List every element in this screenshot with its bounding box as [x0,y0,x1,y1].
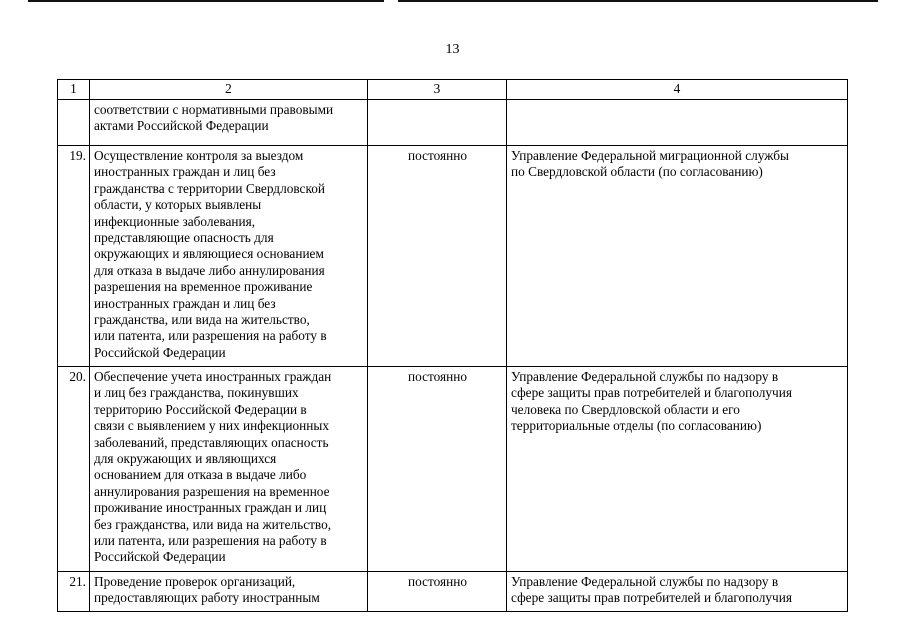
cell-line: Российской Федерации [94,549,226,565]
cell-line: или патента, или разрешения на работу в [94,533,327,549]
row-period: постоянно [368,146,507,367]
scan-edge-line-left [28,0,384,2]
row-period [368,100,507,146]
cell-line: по Свердловской области (по согласованию) [511,164,763,180]
cell-line: или патента, или разрешения на работу в [94,328,327,344]
page-number: 13 [445,42,460,57]
scan-edge-line-right [398,0,878,2]
header-cell-3: 3 [368,80,507,100]
row-period: постоянно [368,572,507,612]
cell-line: основанием для отказа в выдаче либо [94,467,307,483]
cell-line: Управление Федеральной службы по надзору в [511,369,779,384]
header-cell-1: 1 [58,80,90,100]
cell-line: сфере защиты прав потребителей и благополучия [511,385,792,401]
table-row [58,572,848,612]
cell-line: Осуществление контроля за выездом [94,148,304,163]
row-action [90,146,368,367]
cell-line: территориальные отделы (по согласованию) [511,418,762,434]
cell-line: человека по Свердловской области и его [511,401,740,417]
cell-line: для окружающих и являющихся [94,451,277,467]
row-action [90,367,368,572]
table-row [58,367,848,572]
cell-line: инфекционные заболевания, [94,213,256,229]
cell-line: гражданства с территории Свердловской [94,180,326,196]
cell-line: иностранных граждан и лиц без [94,295,276,311]
cell-line: разрешения на временное проживание [94,279,313,295]
cell-line: проживание иностранных граждан и лиц [94,500,327,516]
cell-line: иностранных граждан и лиц без [94,164,276,180]
row-number [58,100,90,146]
row-executor [507,572,848,612]
cell-line: Обеспечение учета иностранных граждан [94,369,332,384]
cell-line: и лиц без гражданства, покинувших [94,385,299,401]
row-executor [507,146,848,367]
cell-line: гражданства, или вида на жительство, [94,312,310,328]
table-row [58,146,848,367]
row-period: постоянно [368,367,507,572]
cell-line: соответствии с нормативными правовыми [94,102,334,117]
row-executor [507,367,848,572]
row-action [90,100,368,146]
cell-line: окружающих и являющиеся основанием [94,246,324,262]
row-action [90,572,368,612]
table-header-row [58,80,848,100]
cell-line: для отказа в выдаче либо аннулирования [94,262,325,278]
row-number: 21. [58,572,90,612]
cell-line: Российской Федерации [94,344,226,360]
cell-line: аннулирования разрешения на временное [94,483,330,499]
cell-line: Управление Федеральной службы по надзору в [511,574,779,589]
header-cell-2: 2 [90,80,368,100]
cell-line: актами Российской Федерации [94,118,269,134]
cell-line: Проведение проверок организаций, [94,574,296,589]
cell-line: связи с выявлением у них инфекционных [94,418,329,434]
cell-line: территорию Российской Федерации в [94,401,307,417]
cell-line: представляющие опасность для [94,230,274,246]
table-row-continuation [58,100,848,146]
cell-line: без гражданства, или вида на жительство, [94,516,332,532]
row-executor [507,100,848,146]
cell-line: области, у которых выявлены [94,197,262,213]
header-cell-4: 4 [507,80,848,100]
cell-line: предоставляющих работу иностранным [94,590,320,606]
cell-line: заболеваний, представляющих опасность [94,434,329,450]
measures-table [57,79,848,612]
cell-line: сфере защиты прав потребителей и благополучия [511,590,792,606]
cell-line: Управление Федеральной миграционной службы [511,148,789,163]
row-number: 20. [58,367,90,572]
row-number: 19. [58,146,90,367]
